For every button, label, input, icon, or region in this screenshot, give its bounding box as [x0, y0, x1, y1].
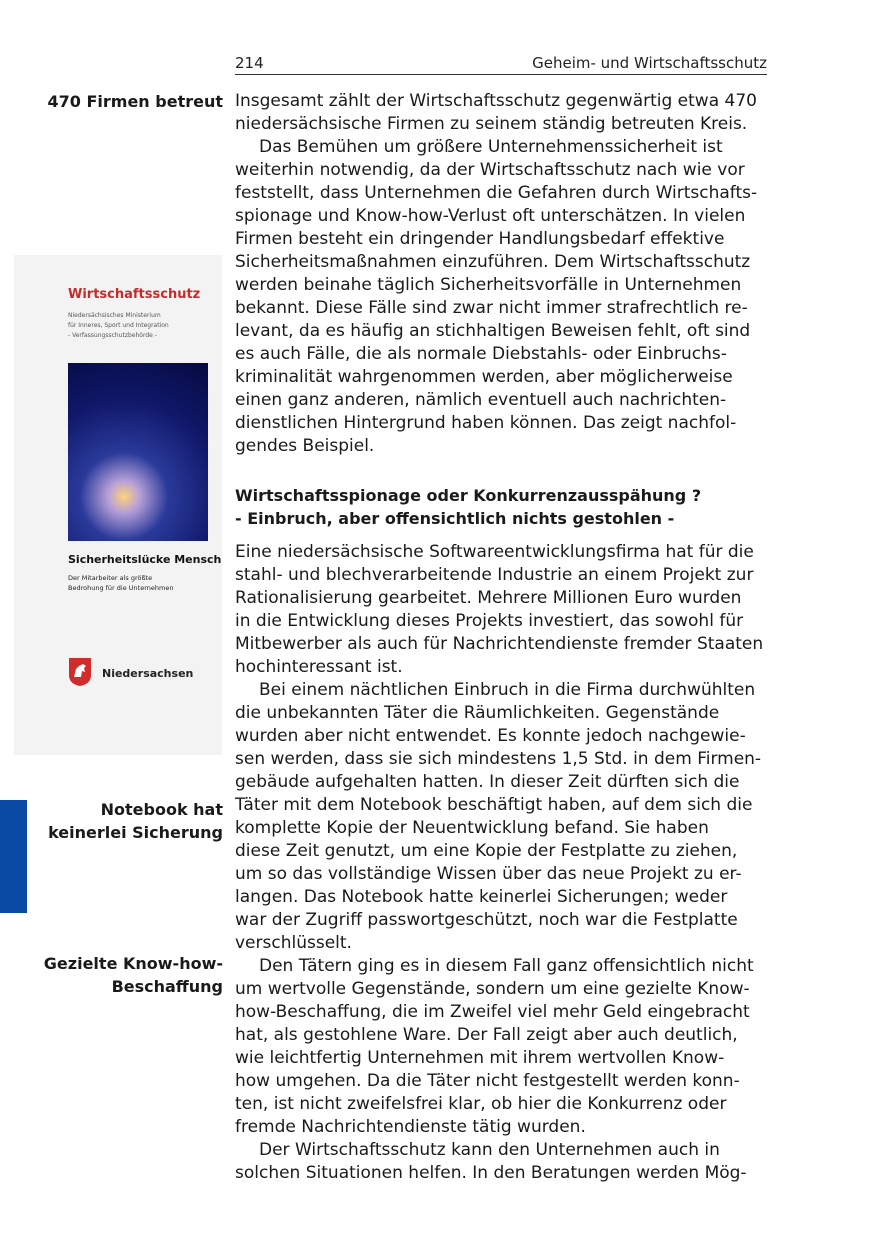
cover-title: Wirtschaftsschutz: [68, 287, 201, 302]
chapter-tab: [0, 800, 27, 913]
cover-photo-hacker: [68, 363, 208, 541]
margin-note-notebook: Notebook hat keinerlei Sicherung: [48, 800, 223, 842]
paragraph-intro: Insgesamt zählt der Wirtschaftsschutz gegenwärtig etwa 470 niedersächsische Firmen zu seinem ständig betreuten Kreis.: [235, 91, 757, 134]
case-paragraph-3: Den Tätern ging es in diesem Fall ganz offensichtlich nicht um wertvolle Gegenstände, sondern um eine gezielte Know- how-Beschaffung, die im Zweifel viel mehr Geld eingebracht hat, als gestohlene Ware. Der Fall zeigt aber auch deutlich, wie leichtfertig Unternehmen mit ihrem wertvollen Know- how umgehen. Da die Täter nicht festgestellt werden konn- ten, ist nicht zweifelsfrei klar, ob hier die Konkurrenz oder fremde Nachrichtendienste tätig wurden.: [235, 956, 754, 1137]
case-paragraph-1: Eine niedersächsische Softwareentwicklungsfirma hat für die stahl- und blechverarbeitende Industrie an einem Projekt zur Rationalisierung gearbeitet. Mehrere Millionen Euro wurden in die Entwicklung dieses Projekts investiert, das sowohl für Mitbewerber als auch für Nachrichtendienste fremder Staaten hochinteressant ist.: [235, 542, 764, 677]
case-text: [235, 541, 767, 1185]
case-paragraph-4: Der Wirtschaftsschutz kann den Unternehmen auch in solchen Situationen helfen. In den Beratungen werden Mög-: [235, 1140, 747, 1183]
case-paragraph-2: Bei einem nächtlichen Einbruch in die Firma durchwühlten die unbekannten Täter die Räumlichkeiten. Gegenstände wurden aber nicht entwendet. Es konnte jedoch nachgewie- sen werden, dass sie sich mindestens 1,5 Std. in dem Firmen- gebäude aufgehalten hatten. In dieser Zeit dürften sich die Täter mit dem Notebook beschäftigt haben, auf dem sich die komplette Kopie der Neuentwicklung befand. Sie haben diese Zeit genutzt, um eine Kopie der Festplatte zu ziehen, um so das vollständige Wissen über das neue Projekt zu er- langen. Das Notebook hatte keinerlei Sicherungen; weder war der Zugriff passwortgeschützt, noch war die Festplatte verschlüsselt.: [235, 680, 762, 953]
cover-headline: Sicherheitslücke Mensch: [68, 553, 222, 566]
paragraph-1: Das Bemühen um größere Unternehmenssicherheit ist weiterhin notwendig, da der Wirtschaftsschutz nach wie vor feststellt, dass Unternehmen die Gefahren durch Wirtschafts- spionage und Know-how-Verlust oft unterschätzen. In vielen Firmen besteht ein dringender Handlungsbedarf effektive Sicherheitsmaßnahmen einzuführen. Dem Wirtschaftsschutz werden beinahe täglich Sicherheitsvorfälle in Unternehmen bekannt. Diese Fälle sind zwar nicht immer strafrechtlich re- levant, da es häufig an stichhaltigen Beweisen fehlt, oft sind es auch Fälle, die als normale Diebstahls- oder Einbruchs- kriminalität wahrgenommen werden, aber möglicherweise einen ganz anderen, nämlich eventuell auch nachrichten- dienstlichen Hintergrund haben können. Das zeigt nachfol- gendes Beispiel.: [235, 137, 758, 456]
cover-tagline: Der Mitarbeiter als größte Bedrohung für die Unternehmen: [68, 574, 174, 592]
margin-note-know-how: Gezielte Know-how- Beschaffung: [43, 954, 223, 996]
page-number: 214: [235, 54, 264, 72]
case-subheading: Wirtschaftsspionage oder Konkurrenzausspähung ? - Einbruch, aber offensichtlich nichts gestohlen -: [235, 486, 702, 528]
lower-saxony-horse-logo-icon: [68, 657, 92, 687]
margin-note-firmen: 470 Firmen betreut: [47, 92, 223, 111]
cover-publisher: Niedersächsisches Ministerium für Inneres, Sport und Integration - Verfassungsschutzbehörde -: [68, 312, 169, 339]
section-title: Geheim- und Wirtschaftsschutz: [532, 54, 767, 72]
cover-logo-text: Niedersachsen: [102, 667, 194, 680]
brochure-cover-image: [14, 255, 222, 755]
running-header: [235, 52, 767, 75]
intro-text: [235, 90, 767, 458]
